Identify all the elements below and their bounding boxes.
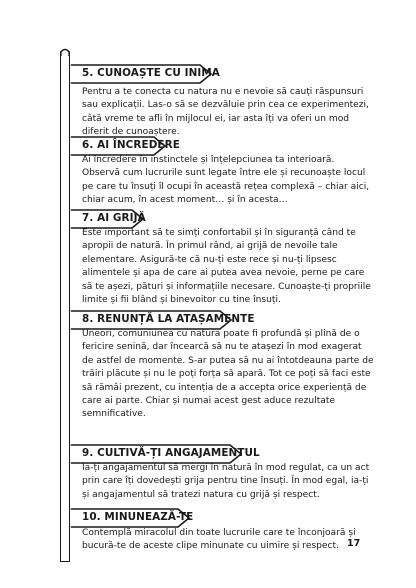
section-text: Ai încredere în instinctele și înțelepciunea ta interioară. Observă cum lucrurile sunt legate între ele și recunoaște locul pe care tu însuți îl ocupi în această rețea complexă – chiar aici, chiar acum, în acest moment… și în acesta… — [82, 155, 370, 206]
section-title: 10. MINUNEAZĂ-TE — [82, 511, 194, 523]
signpost-tag-7 — [70, 209, 144, 229]
section-text: Este important să te simți confortabil și în siguranță când te apropii de natură. În primul rând, ai grijă de nevoile tale elementare. Asigură-te că nu-ți este rece și nu-ți lipsesc alimentele și apa de care ai putea avea nevoie, perne pe care să te așezi, pături și informațiile necesare. Cunoaște-ți propriile limite și fii blând și binevoitor cu tine însuți. — [82, 228, 371, 306]
signpost-tag-9 — [70, 444, 260, 464]
section-text: Contemplă miracolul din toate lucrurile care te înconjoară și bucură-te de aceste clipe minunate cu uimire și respect. — [82, 528, 356, 552]
signpost-tag-6 — [70, 136, 180, 156]
section-title: 7. AI GRIJĂ — [82, 212, 146, 224]
section-text: Uneori, comuniunea cu natura poate fi profundă și plină de o fericire senină, dar încearcă să nu te atașezi în mod exagerat de astfel de momente. S-ar putea să nu ai întotdeauna parte de trăiri plăcute și nu le poți forța să apară. Tot ce poți să faci este să rămâi prezent, cu intenția de a accepta orice experiență de care ai parte. Chiar și numai acest gest aduce rezultate semnificative. — [82, 329, 374, 420]
section-title: 9. CULTIVĂ-ȚI ANGAJAMENTUL — [82, 447, 260, 459]
section-text: Pentru a te conecta cu natura nu e nevoie să cauți răspunsuri sau explicații. Las-o să se dezvăluie prin cea ce experimentezi, câtă vreme te afli în mijlocul ei, iar asta îți va oferi un mod diferit de cunoaștere. — [82, 87, 369, 138]
section-title: 6. AI ÎNCREDERE — [82, 139, 180, 151]
section-title: 5. CUNOAȘTE CU INIMA — [82, 67, 220, 79]
signpost-tag-8 — [70, 310, 255, 330]
signpost-tag-5 — [70, 64, 220, 84]
section-text: Ia-ți angajamentul să mergi în natură în mod regulat, ca un act prin care îți dovedești grija pentru tine însuți. În mod egal, ia-ți și angajamentul să tratezi natura cu grijă și respect. — [82, 463, 370, 500]
signpost-pole — [60, 56, 70, 562]
section-title: 8. RENUNȚĂ LA ATAȘAMENTE — [82, 313, 255, 325]
page-number: 17 — [347, 538, 361, 549]
signpost-tag-10 — [70, 508, 194, 528]
